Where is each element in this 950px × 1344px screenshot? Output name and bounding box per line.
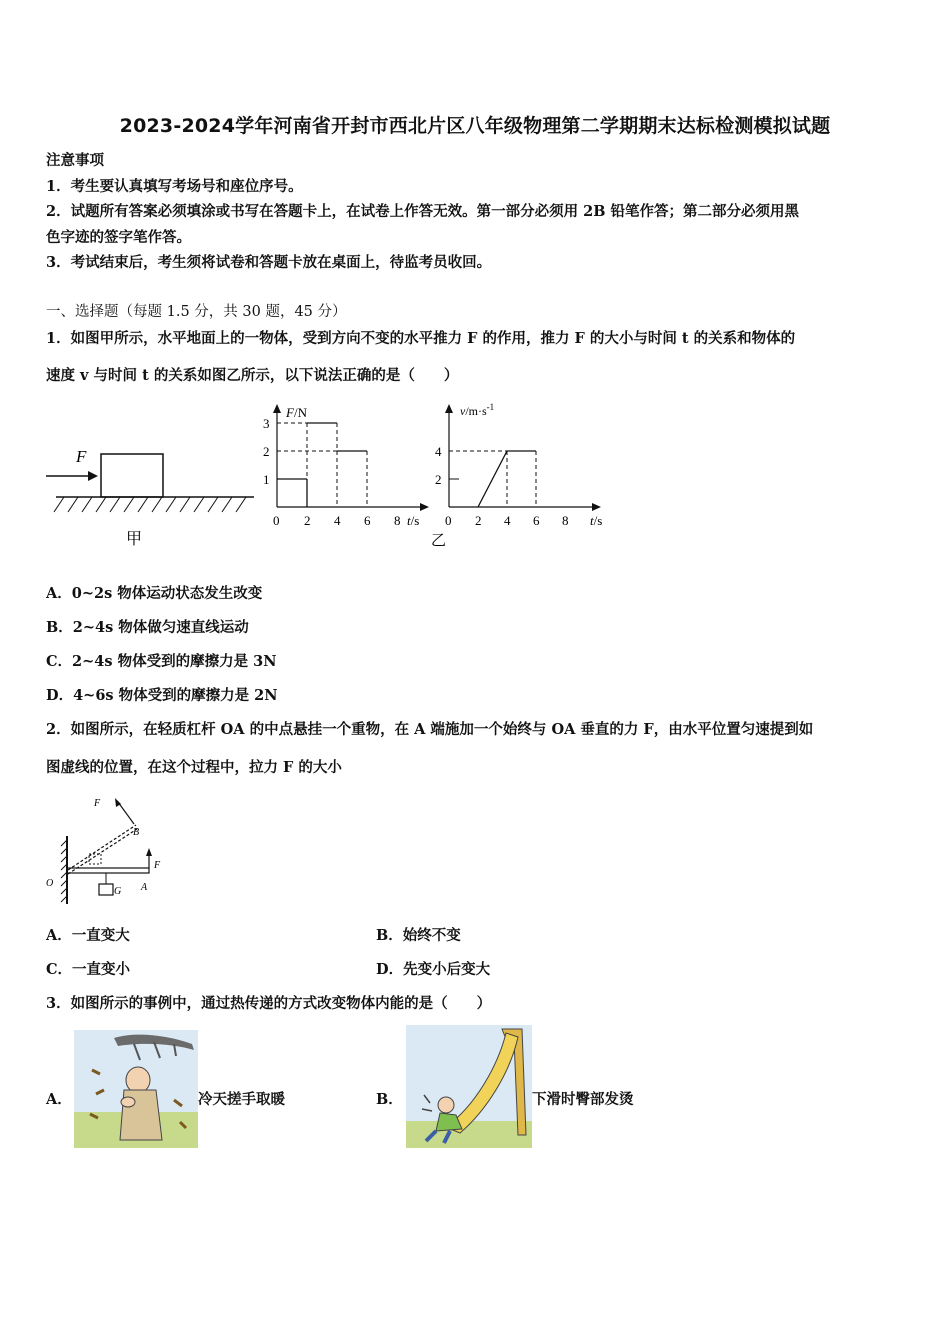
figure-jia (40, 440, 265, 552)
ground-hatch (54, 497, 246, 512)
y-axis-arrow-icon (273, 404, 281, 413)
slide-image (406, 1025, 532, 1148)
arrow-head-icon (146, 848, 152, 856)
y-tick-label: 4 (435, 444, 442, 459)
option-b-letter: B． (376, 1091, 403, 1108)
option-b: B．始终不变 (376, 927, 461, 944)
label-a: A (141, 882, 148, 893)
option-c: C．一直变小 (46, 961, 131, 978)
option-a-caption: 冷天搓手取暖 (198, 1091, 285, 1108)
notice-item: 1．考生要认真填写考场号和座位序号。 (46, 178, 303, 195)
weight (99, 884, 113, 895)
x-tick-label: 2 (304, 513, 311, 528)
option-d: D．4~6s 物体受到的摩擦力是 2N (46, 687, 278, 704)
x-tick-label: 8 (562, 513, 569, 528)
notice-heading: 注意事项 (46, 152, 104, 169)
y-tick-label: 1 (263, 472, 270, 487)
block (101, 454, 163, 497)
y-axis-label: $v/m\cdot s^{-1}$ (460, 402, 495, 418)
rubbing-hands-image (74, 1030, 198, 1148)
label-o: O (46, 878, 54, 889)
option-b: B．2~4s 物体做匀速直线运动 (46, 619, 249, 636)
label-f-right: F (154, 860, 161, 871)
label-g: G (114, 886, 122, 897)
x-tick-label: 8 (394, 513, 401, 528)
question-3-stem: 3．如图所示的事例中，通过热传递的方式改变物体内能的是（ ） (46, 995, 492, 1012)
option-d: D．先变小后变大 (376, 961, 491, 978)
option-b-caption: 下滑时臀部发烫 (532, 1091, 634, 1108)
y-axis-arrow-icon (445, 404, 453, 413)
question-2-stem: 2．如图所示，在轻质杠杆 OA 的中点悬挂一个重物，在 A 端施加一个始终与 OA 垂直的力 F，由水平位置匀速提到如 (46, 721, 814, 738)
option-a-letter: A． (46, 1091, 72, 1108)
lever-figure (40, 788, 180, 908)
label-b: B (133, 827, 140, 838)
arrow-head-icon (88, 471, 98, 481)
option-a: A．0~2s 物体运动状态发生改变 (46, 585, 263, 602)
notice-item: 2．试题所有答案必须填涂或书写在答题卡上，在试卷上作答无效。第一部分必须用 2B 铅笔作答；第二部分必须用黑 (46, 203, 800, 220)
y-tick-label: 2 (263, 444, 270, 459)
x-tick-label: 6 (533, 513, 540, 528)
x-tick-label: 2 (475, 513, 482, 528)
option-c: C．2~4s 物体受到的摩擦力是 3N (46, 653, 277, 670)
x-tick-label: 6 (364, 513, 371, 528)
force-label: F (76, 447, 87, 466)
figure-label-jia: 甲 (126, 531, 143, 548)
x-tick-label: 0 (273, 513, 280, 528)
x-axis-label: t/s (590, 513, 603, 528)
x-axis-label: t/s (407, 513, 420, 528)
question-1-stem: 速度 v 与时间 t 的关系如图乙所示，以下说法正确的是（ ） (46, 367, 459, 384)
figure-label-yi: 乙 (431, 533, 447, 549)
y-axis-label: F/N (286, 405, 307, 420)
x-tick-label: 4 (334, 513, 341, 528)
y-tick-label: 2 (435, 472, 442, 487)
x-axis-arrow-icon (592, 503, 601, 511)
section-heading: 一、选择题（每题 1.5 分，共 30 题，45 分） (46, 304, 347, 320)
notice-item: 色字迹的签字笔作答。 (46, 229, 191, 246)
page-title: 2023-2024学年河南省开封市西北片区八年级物理第二学期期末达标检测模拟试题 (119, 115, 831, 137)
question-1-stem: 1．如图甲所示，水平地面上的一物体，受到方向不变的水平推力 F 的作用，推力 F 的大小与时间 t 的关系和物体的 (46, 330, 796, 347)
v-t-graph (425, 395, 615, 555)
notice-item: 3．考试结束后，考生须将试卷和答题卡放在桌面上，待监考员收回。 (46, 254, 492, 271)
option-a: A．一直变大 (46, 927, 130, 944)
lever-oa (67, 868, 149, 873)
question-2-stem: 图虚线的位置，在这个过程中，拉力 F 的大小 (46, 759, 342, 776)
lever-dashed (68, 825, 136, 870)
x-tick-label: 4 (504, 513, 511, 528)
f-t-graph (255, 395, 435, 535)
x-tick-label: 0 (445, 513, 452, 528)
y-tick-label: 3 (263, 416, 270, 431)
label-f-top: F (94, 798, 101, 809)
force-arrow-top (118, 802, 134, 824)
